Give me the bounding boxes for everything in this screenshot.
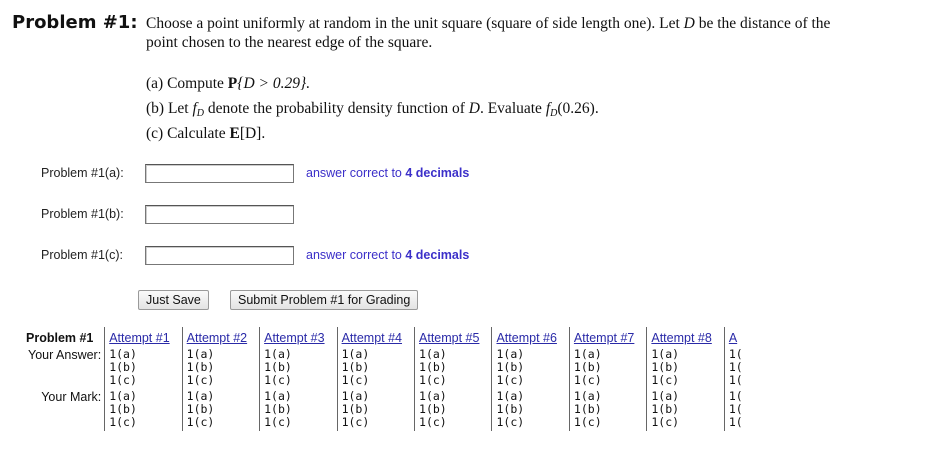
density-symbol-2: f	[545, 100, 551, 117]
cell-part-a: 1(a)	[419, 347, 447, 361]
cell-part-c: 1(c)	[573, 415, 602, 429]
attempts-table-title: Problem #1	[24, 327, 105, 347]
answer-cell	[337, 347, 414, 389]
answer-label-a: Problem #1(a):	[41, 166, 124, 180]
your-mark-row	[24, 389, 749, 431]
cell-part-c: 1(c)	[341, 415, 370, 429]
part-a	[146, 74, 599, 99]
just-save-button[interactable]: Just Save	[138, 290, 209, 310]
cell-part-b: 1(b)	[109, 402, 137, 416]
your-answer-row	[24, 347, 749, 389]
cell-part-b: 1(b)	[419, 402, 447, 416]
hint-precision: 4 decimals	[405, 166, 470, 180]
cell-part-a: 1(a)	[496, 347, 525, 361]
attempt-header	[105, 327, 182, 347]
attempt-header	[337, 327, 414, 347]
attempt-link-5[interactable]: Attempt #5	[419, 331, 480, 345]
cell-part-a: 1(a)	[264, 389, 292, 403]
cell-part-a: 1(a)	[109, 389, 137, 403]
attempts-header-row	[24, 327, 749, 347]
attempt-link-9[interactable]: A	[728, 331, 738, 345]
cell-part-c: 1(c)	[573, 373, 602, 387]
part-a-expression: {D > 0.29}.	[237, 75, 311, 92]
cell-part-a: 1(a)	[573, 389, 602, 403]
answer-hint-a	[306, 166, 469, 180]
cell-part-a: 1(a)	[264, 347, 292, 361]
density-subscript-2: D	[550, 108, 558, 119]
answer-cell	[724, 347, 749, 389]
answer-label-b: Problem #1(b):	[41, 207, 124, 221]
problem-statement	[146, 14, 891, 52]
answer-input-b[interactable]	[145, 205, 294, 224]
cell-part-c: 1(	[728, 373, 743, 387]
attempt-link-3[interactable]: Attempt #3	[264, 331, 325, 345]
cell-part-a: 1(a)	[496, 389, 525, 403]
attempt-header	[492, 327, 569, 347]
part-b-label: (b)	[146, 100, 165, 117]
attempt-link-2[interactable]: Attempt #2	[186, 331, 248, 345]
cell-part-c: 1(c)	[186, 373, 215, 387]
mark-cell	[647, 389, 724, 431]
cell-part-b: 1(	[728, 402, 743, 416]
mark-cell	[724, 389, 749, 431]
part-b-text-end: . Evaluate	[479, 100, 542, 117]
answer-cell	[260, 347, 337, 389]
problem-parts	[146, 74, 599, 149]
cell-part-b: 1(b)	[651, 402, 680, 416]
answer-label-c: Problem #1(c):	[41, 248, 123, 262]
part-a-text: Compute	[167, 75, 224, 92]
part-b-text: Let	[167, 100, 189, 117]
answer-cell	[647, 347, 724, 389]
cell-part-c: 1(c)	[496, 373, 525, 387]
attempt-header	[647, 327, 724, 347]
cell-part-b: 1(b)	[186, 360, 215, 374]
statement-text: Choose a point uniformly at random in the unit square (square of side length one). Let	[146, 15, 680, 32]
expectation-symbol: E	[229, 125, 240, 142]
answer-input-a[interactable]	[145, 164, 294, 183]
statement-text-line2: point chosen to the nearest edge of the square.	[146, 34, 433, 51]
cell-part-a: 1(a)	[109, 347, 137, 361]
cell-part-b: 1(b)	[419, 360, 447, 374]
cell-part-a: 1(a)	[186, 347, 215, 361]
cell-part-a: 1(a)	[341, 347, 370, 361]
cell-part-c: 1(c)	[496, 415, 525, 429]
part-b	[146, 99, 599, 124]
attempt-link-7[interactable]: Attempt #7	[573, 331, 635, 345]
cell-part-a: 1(a)	[186, 389, 215, 403]
cell-part-b: 1(b)	[573, 360, 602, 374]
part-a-label: (a)	[146, 75, 164, 92]
cell-part-b: 1(b)	[496, 402, 525, 416]
mark-cell	[105, 389, 182, 431]
mark-cell	[569, 389, 646, 431]
cell-part-b: 1(	[728, 360, 743, 374]
cell-part-c: 1(c)	[651, 373, 680, 387]
density-symbol: f	[192, 100, 197, 117]
cell-part-c: 1(	[728, 415, 743, 429]
cell-part-c: 1(c)	[264, 415, 292, 429]
submit-button[interactable]: Submit Problem #1 for Grading	[230, 290, 418, 310]
answer-cell	[182, 347, 259, 389]
part-c-expression: [D].	[239, 125, 266, 142]
cell-part-a: 1(a)	[651, 389, 680, 403]
cell-part-c: 1(c)	[186, 415, 215, 429]
attempt-link-4[interactable]: Attempt #4	[341, 331, 403, 345]
attempt-link-8[interactable]: Attempt #8	[651, 331, 712, 345]
cell-part-b: 1(b)	[264, 402, 292, 416]
cell-part-c: 1(c)	[651, 415, 680, 429]
answer-input-c[interactable]	[145, 246, 294, 265]
answer-cell	[105, 347, 182, 389]
part-b-variable: D	[468, 100, 480, 117]
cell-part-a: 1(	[728, 389, 743, 403]
cell-part-a: 1(a)	[573, 347, 602, 361]
answer-hint-c	[306, 248, 469, 262]
cell-part-b: 1(b)	[651, 360, 680, 374]
attempt-header	[724, 327, 749, 347]
answer-cell	[415, 347, 492, 389]
part-b-text-mid: denote the probability density function of	[207, 100, 465, 117]
cell-part-a: 1(a)	[651, 347, 680, 361]
mark-cell	[415, 389, 492, 431]
cell-part-c: 1(c)	[419, 373, 447, 387]
attempt-header	[569, 327, 646, 347]
cell-part-c: 1(c)	[341, 373, 370, 387]
attempt-link-1[interactable]: Attempt #1	[109, 331, 170, 345]
mark-cell	[182, 389, 259, 431]
answer-cell	[492, 347, 569, 389]
statement-text-end: be the distance of the	[698, 15, 831, 32]
statement-variable: D	[683, 15, 695, 32]
probability-symbol: P	[227, 75, 238, 92]
attempt-header	[415, 327, 492, 347]
part-c-label: (c)	[146, 125, 164, 142]
attempt-link-6[interactable]: Attempt #6	[496, 331, 557, 345]
cell-part-a: 1(a)	[419, 389, 447, 403]
your-answer-label: Your Answer:	[24, 347, 105, 389]
cell-part-a: 1(a)	[341, 389, 370, 403]
your-mark-label: Your Mark:	[24, 389, 105, 431]
cell-part-b: 1(b)	[186, 402, 215, 416]
cell-part-b: 1(b)	[496, 360, 525, 374]
cell-part-b: 1(b)	[573, 402, 602, 416]
attempts-table	[24, 327, 749, 431]
cell-part-a: 1(	[728, 347, 743, 361]
part-c-text: Calculate	[167, 125, 226, 142]
density-subscript: D	[196, 108, 205, 119]
cell-part-b: 1(b)	[341, 360, 370, 374]
answer-cell	[569, 347, 646, 389]
cell-part-c: 1(c)	[419, 415, 447, 429]
cell-part-c: 1(c)	[264, 373, 292, 387]
mark-cell	[337, 389, 414, 431]
mark-cell	[260, 389, 337, 431]
problem-title: Problem #1:	[12, 12, 138, 33]
part-b-value: (0.26).	[557, 100, 599, 117]
attempt-header	[182, 327, 259, 347]
part-c	[146, 124, 599, 149]
cell-part-c: 1(c)	[109, 373, 137, 387]
hint-text: answer correct to	[306, 248, 402, 262]
cell-part-b: 1(b)	[341, 402, 370, 416]
attempt-header	[260, 327, 337, 347]
cell-part-b: 1(b)	[109, 360, 137, 374]
cell-part-c: 1(c)	[109, 415, 137, 429]
cell-part-b: 1(b)	[264, 360, 292, 374]
hint-precision: 4 decimals	[405, 248, 470, 262]
hint-text: answer correct to	[306, 166, 402, 180]
mark-cell	[492, 389, 569, 431]
